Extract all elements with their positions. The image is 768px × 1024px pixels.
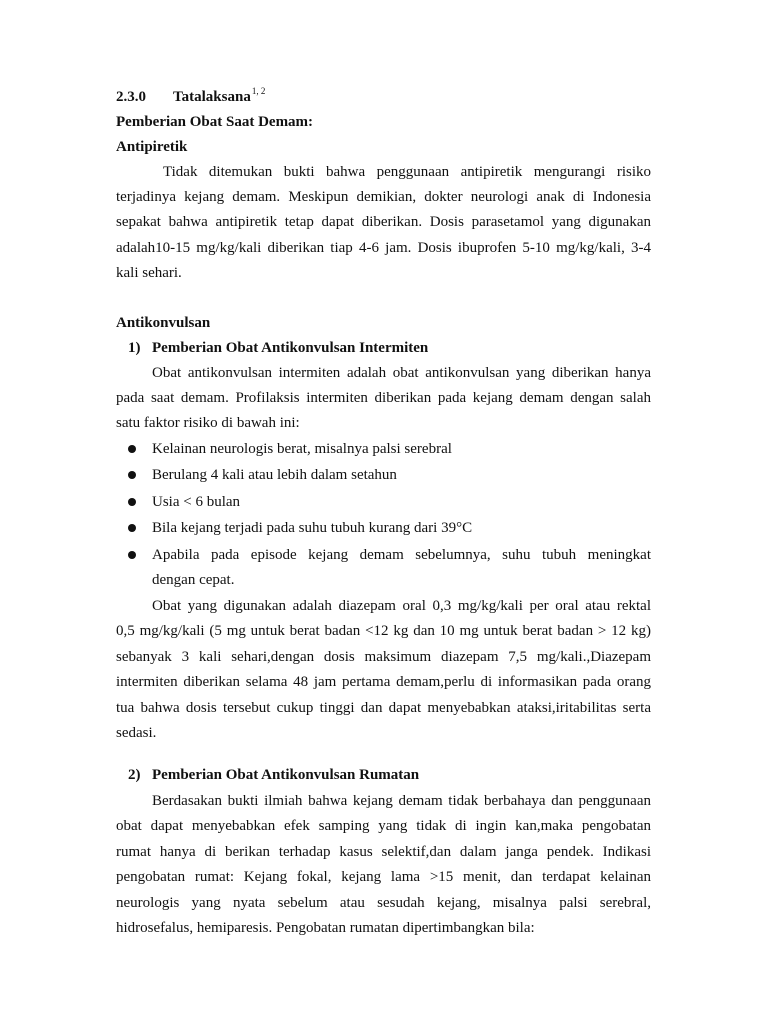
list-item: Berulang 4 kali atau lebih dalam setahun	[152, 467, 397, 483]
paragraph-line: rumat hanya di berikan terhadap kasus selektif,dan dalam janga pendek. Indikasi	[116, 844, 651, 860]
paragraph-line: satu faktor risiko di bawah ini:	[116, 415, 300, 431]
section-title: Tatalaksana	[173, 89, 251, 105]
bullet-icon	[128, 524, 136, 532]
paragraph-line: Obat yang digunakan adalah diazepam oral 0,3 mg/kg/kali per oral atau rektal	[152, 598, 651, 614]
section-number: 2.3.0	[116, 89, 146, 105]
paragraph-line: sepakat bahwa antipiretik tetap dapat diberikan. Dosis parasetamol yang digunakan	[116, 214, 651, 230]
paragraph-line: Obat antikonvulsan intermiten adalah obat antikonvulsan yang diberikan hanya	[152, 365, 651, 381]
section-heading	[116, 88, 265, 107]
paragraph-line: tua bahwa dosis tersebut cukup tinggi dan dapat menyebabkan ataksi,iritabilitas serta	[116, 700, 651, 716]
paragraph-line: obat dapat menyebabkan efek samping yang tidak di ingin kan,maka pengobatan	[116, 818, 651, 834]
intermiten-title: Pemberian Obat Antikonvulsan Intermiten	[152, 340, 429, 356]
list-item: Bila kejang terjadi pada suhu tubuh kurang dari 39°C	[152, 520, 473, 536]
paragraph-line: intermiten diberikan selama 48 jam pertama demam,perlu di informasikan pada orang	[116, 674, 651, 690]
list-item: Apabila pada episode kejang demam sebelumnya, suhu tubuh meningkat	[152, 547, 651, 563]
paragraph-line: neurologis yang nyata sebelum atau sesudah kejang, misalnya palsi serebral,	[116, 895, 651, 911]
paragraph-line: 0,5 mg/kg/kali (5 mg untuk berat badan <12 kg dan 10 mg untuk berat badan > 12 kg)	[116, 623, 651, 639]
paragraph-line: sebanyak 3 kali sehari,dengan dosis maksimum diazepam 7,5 mg/kali.,Diazepam	[116, 649, 651, 665]
paragraph-line: Tidak ditemukan bukti bahwa penggunaan antipiretik mengurangi risiko	[163, 164, 651, 180]
intermiten-number: 1)	[128, 340, 141, 356]
bullet-icon	[128, 471, 136, 479]
paragraph-line: pengobatan rumat: Kejang fokal, kejang lama >15 menit, dan terdapat kelainan	[116, 869, 651, 885]
bullet-icon	[128, 498, 136, 506]
list-item-continuation: dengan cepat.	[152, 572, 235, 588]
list-item: Usia < 6 bulan	[152, 494, 241, 510]
paragraph-line: pada saat demam. Profilaksis intermiten diberikan pada kejang demam dengan salah	[116, 390, 651, 406]
rumatan-title: Pemberian Obat Antikonvulsan Rumatan	[152, 767, 420, 783]
rumatan-number: 2)	[128, 767, 141, 783]
antikonvulsan-heading: Antikonvulsan	[116, 315, 211, 331]
paragraph-line: terjadinya kejang demam. Meskipun demikian, dokter neurologi anak di Indonesia	[116, 189, 651, 205]
subheading: Pemberian Obat Saat Demam:	[116, 114, 314, 130]
bullet-icon	[128, 551, 136, 559]
antipiretik-heading: Antipiretik	[116, 139, 188, 155]
paragraph-line: kali sehari.	[116, 265, 182, 281]
paragraph-line: Berdasakan bukti ilmiah bahwa kejang demam tidak berbahaya dan penggunaan	[152, 793, 651, 809]
paragraph-line: sedasi.	[116, 725, 157, 741]
paragraph-line: hidrosefalus, hemiparesis. Pengobatan rumatan dipertimbangkan bila:	[116, 920, 535, 936]
list-item: Kelainan neurologis berat, misalnya palsi serebral	[152, 441, 452, 457]
bullet-icon	[128, 445, 136, 453]
section-superscript: 1, 2	[251, 86, 266, 96]
paragraph-line: adalah10-15 mg/kg/kali diberikan tiap 4-6 jam. Dosis ibuprofen 5-10 mg/kg/kali, 3-4	[116, 240, 651, 256]
